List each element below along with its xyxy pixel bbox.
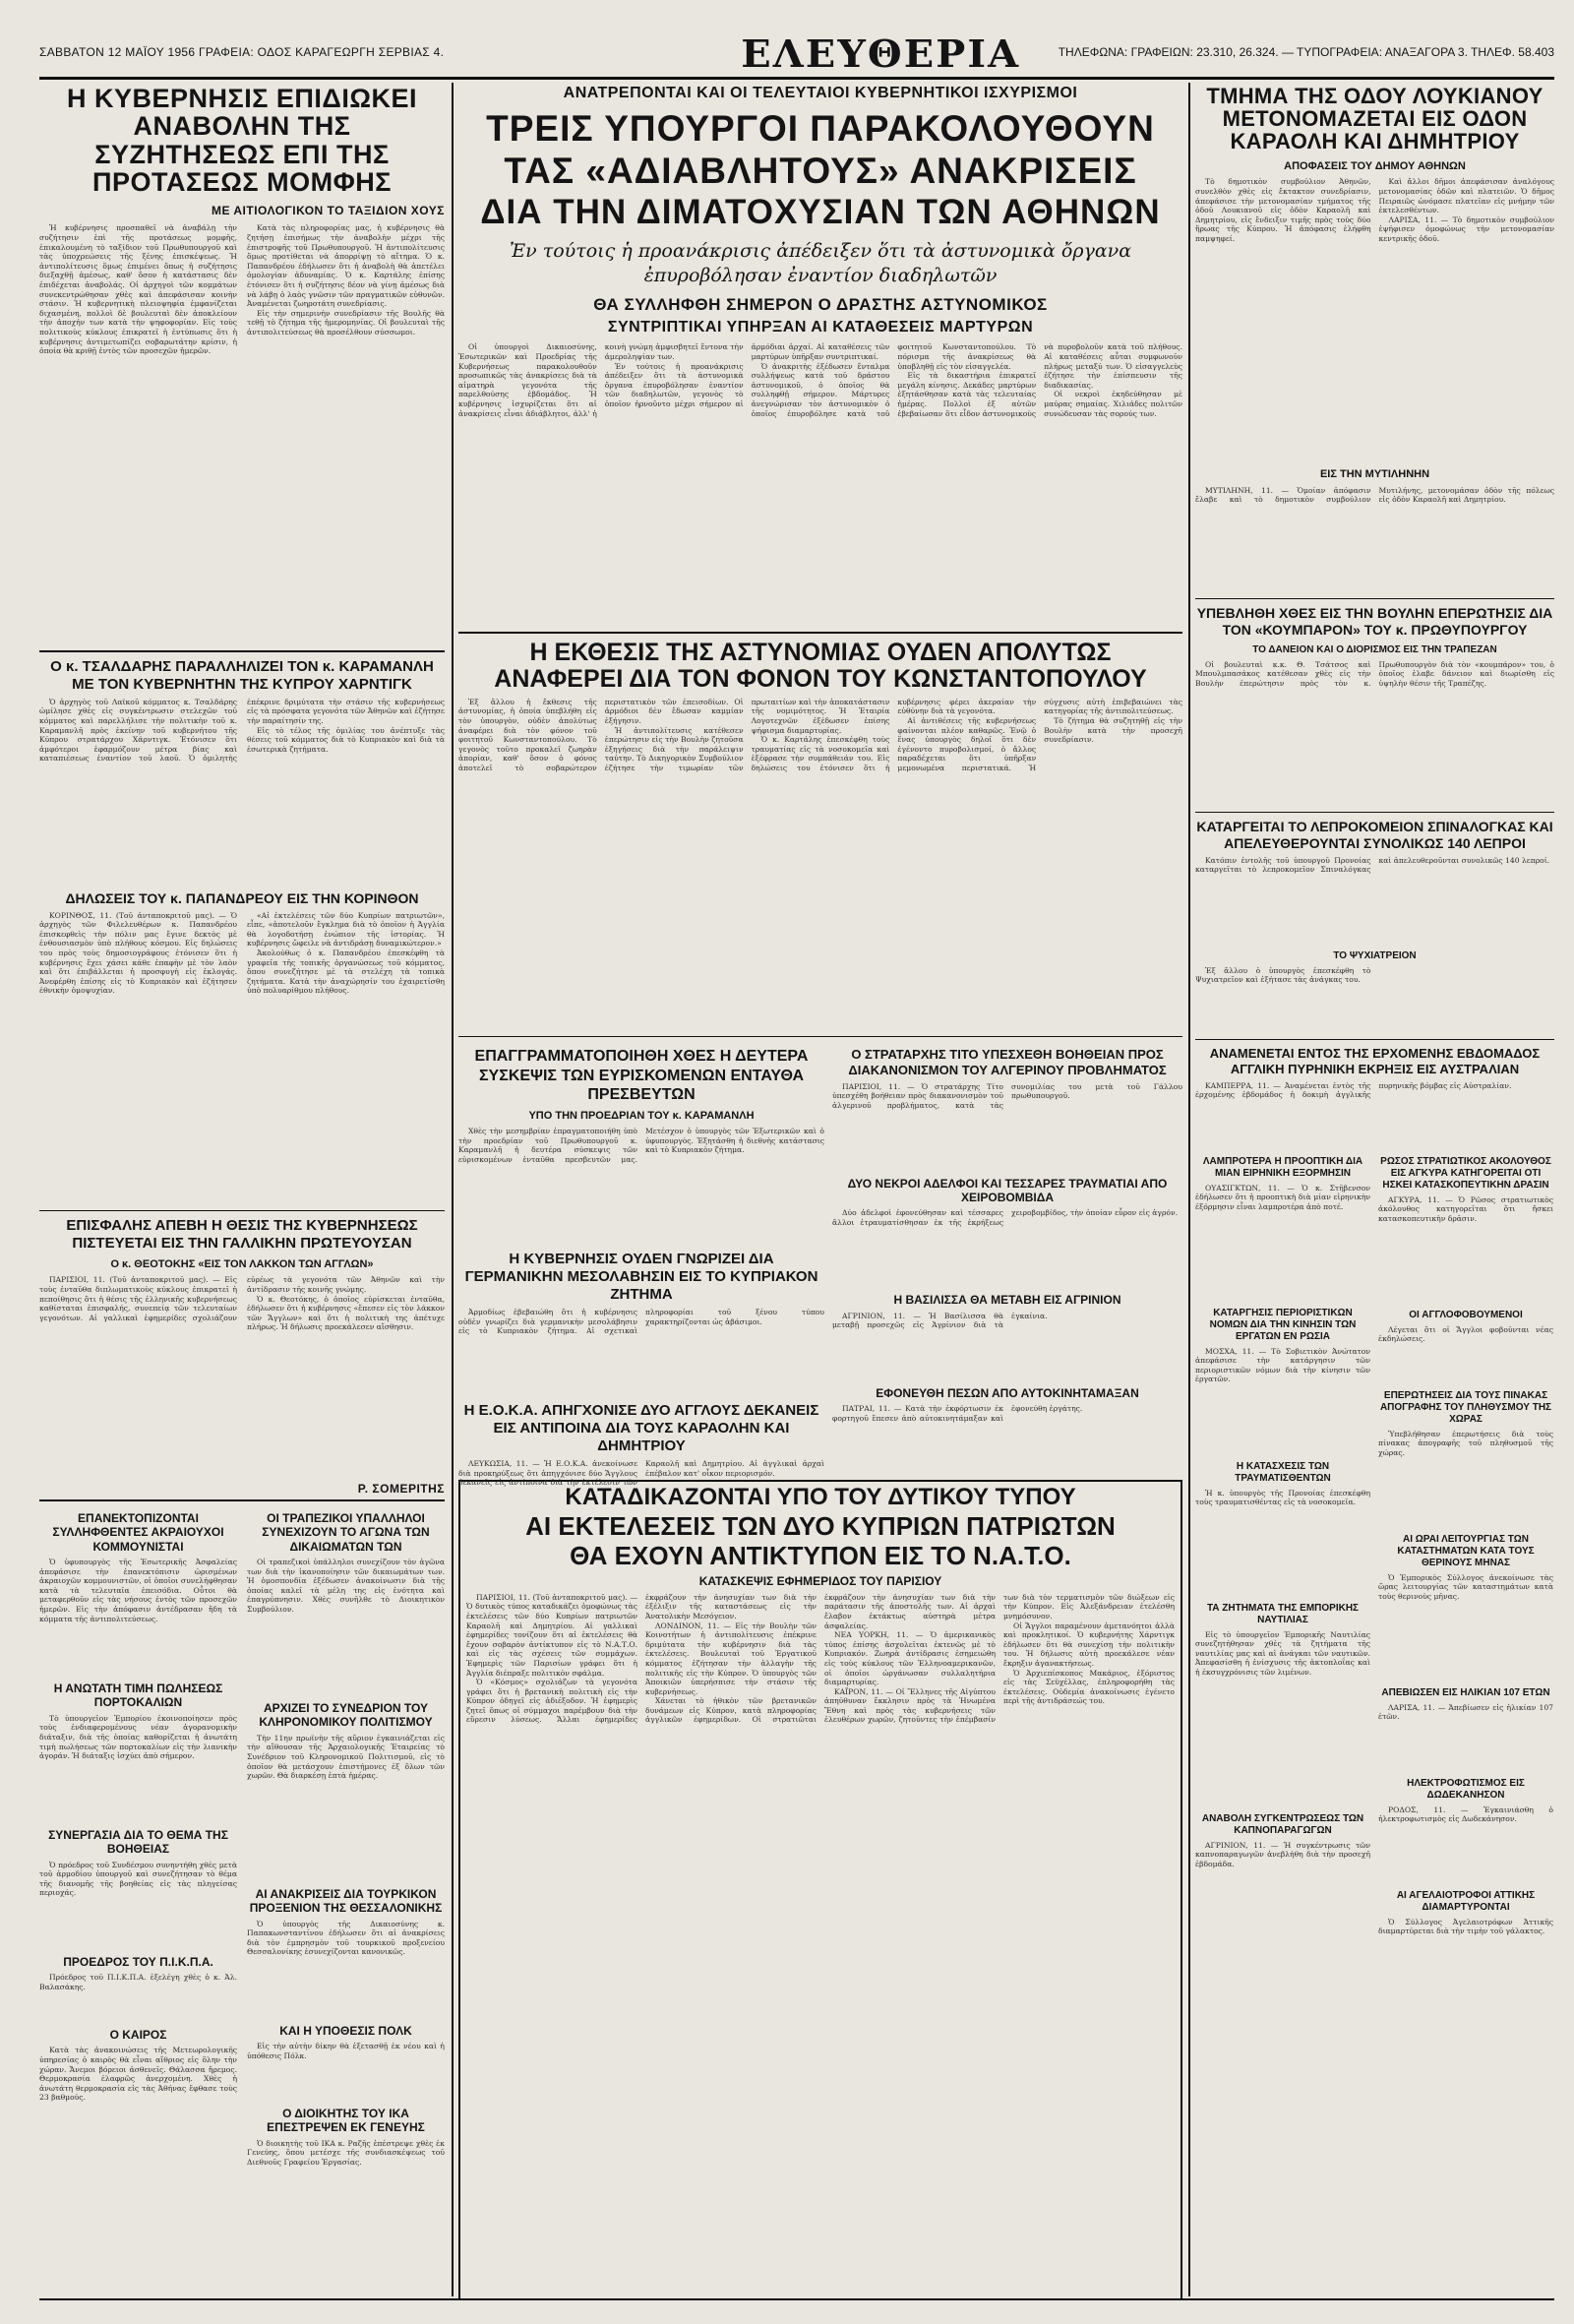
- right-bottom-col-a: [1195, 1150, 1370, 2242]
- headline-right-small14: ΑΙ ΑΓΕΛΑΙΟΤΡΟΦΟΙ ΑΤΤΙΚΗΣ ΔΙΑΜΑΡΤΥΡΟΝΤΑΙ: [1396, 1889, 1536, 1913]
- right-bottom-col-b: [1378, 1150, 1553, 2242]
- headline-left-4: ΕΠΙΣΦΑΛΗΣ ΑΠΕΒΗ Η ΘΕΣΙΣ ΤΗΣ ΚΥΒΕΡΝΗΣΕΩΣ ΠΙΣΤΕΥΕΤΑΙ ΕΙΣ ΤΗΝ ΓΑΛΛΙΚΗΝ ΠΡΩΤΕΥΟΥΣΑΝ: [66, 1217, 418, 1253]
- article-body: ΠΑΤΡΑΙ, 11. — Κατὰ τὴν ἐκφόρτωσιν ἐκ φορτηγοῦ ἔπεσεν ἀπὸ αὐτοκινητάμαξαν καὶ ἐφονεύθη ἐργάτης.: [832, 1404, 1083, 1423]
- headline-right-small5: ΡΩΣΟΣ ΣΤΡΑΤΙΩΤΙΚΟΣ ΑΚΟΛΟΥΘΟΣ ΕΙΣ ΑΓΚΥΡΑ ΚΑΤΗΓΟΡΕΙΤΑΙ ΟΤΙ ΗΣΚΕΙ ΚΑΤΑΣΚΟΠΕΥΤΙΚΗΝ ΔΡΑΣΙΝ: [1380, 1155, 1551, 1191]
- column-rule: [1188, 83, 1190, 2296]
- headline-center-sec5: Ο ΣΤΡΑΤΑΡΧΗΣ ΤΙΤΟ ΥΠΕΣΧΕΘΗ ΒΟΗΘΕΙΑΝ ΠΡΟΣ ΔΙΑΚΑΝΟΝΙΣΜΟΝ ΤΟΥ ΑΛΓΕΡΙΝΟΥ ΠΡΟΒΛΗΜΑΤΟΣ: [848, 1047, 1167, 1077]
- headline-center-sec7: Η ΒΑΣΙΛΙΣΣΑ ΘΑ ΜΕΤΑΒΗ ΕΙΣ ΑΓΡΙΝΙΟΝ: [893, 1293, 1121, 1308]
- article-body: Τὸ δημοτικὸν συμβούλιον Ἀθηνῶν, συνελθὸν χθὲς εἰς ἔκτακτον συνεδρίασιν, ἀπεφάσισε τὴν μετονομασίαν τμήματος τῆς ὁδοῦ Λουκιανοῦ εἰς ὁδὸν Καραολῆ καὶ Δημητρίου, εἰς ἔνδειξιν τιμῆς πρὸς τοὺς δύο ἥρωας τῆς Κύπρου. Ἡ ἀπόφασις ἐλήφθη παμψηφεί. Καὶ ἄλλοι δῆμοι ἀπεφάσισαν ἀναλόγους μετονομασίας ὁδῶν καὶ πλατειῶν. Ὁ δῆμος Πειραιῶς ὠνόμασε πλατεῖαν εἰς μνήμην τῶν ἐκτελεσθέντων. ΛΑΡΙΣΑ, 11. — Τὸ δημοτικὸν συμβούλιον ἐψήφισεν ὁμοφώνως τὴν μετονομασίαν κεντρικῆς ὁδοῦ.: [1195, 177, 1554, 244]
- bottom-kicker: ΚΑΤΑΔΙΚΑΖΟΝΤΑΙ ΥΠΟ ΤΟΥ ΔΥΤΙΚΟΥ ΤΥΠΟΥ: [565, 1484, 1076, 1511]
- article-body: Ὁ ὑπουργὸς τῆς Δικαιοσύνης κ. Παπακωνσταντίνου ἐδήλωσεν ὅτι αἱ ἀνακρίσεις διὰ τὸν ἐμπρησμὸν τοῦ τουρκικοῦ προξενείου Θεσσαλονίκης ἐσυνεχίζονται κανονικῶς.: [247, 1919, 445, 1957]
- article-body: Ὁ ὑφυπουργὸς τῆς Ἐσωτερικῆς Ἀσφαλείας ἀπεφάσισε τὴν ἐπανεκτόπισιν ὡρισμένων ἀκραιοχῶν κομμουνιστῶν, οἱ ὁποῖοι συνελήφθησαν κατὰ τὰ τελευταῖα ἐπεισόδια. Οὗτοι θὰ μεταφερθοῦν εἰς τὰς νήσους ἐντὸς τῶν προσεχῶν ἡμερῶν. Εἰς τὴν ἀπόφασιν ἀντέδρασαν ἤδη τὰ κόμματα τῆς ἀντιπολιτεύσεως.: [39, 1558, 237, 1623]
- headline-center-small12: ΚΑΙ Η ΥΠΟΘΕΣΙΣ ΠΟΛΚ: [279, 2023, 412, 2038]
- article-body: Ἐξ ἄλλου ὁ ὑπουργὸς ἐπεσκέφθη τὸ Ψυχιατρεῖον καὶ ἐξήτασε τὰς ἀνάγκας του.: [1195, 965, 1371, 985]
- headline-center-sec2-sub: ΥΠΟ ΤΗΝ ΠΡΟΕΔΡΙΑΝ ΤΟΥ κ. ΚΑΡΑΜΑΝΛΗ: [528, 1109, 755, 1122]
- lead-headline-3: ΔΙΑ ΤΗΝ ΔΙΜΑΤΟΧΥΣΙΑΝ ΤΩΝ ΑΘΗΝΩΝ: [480, 193, 1161, 231]
- lead-headline-2: ΤΑΣ «ΑΔΙΑΒΛΗΤΟΥΣ» ΑΝΑΚΡΙΣΕΙΣ: [504, 151, 1137, 191]
- headline-right-small12: ΑΠΕΒΙΩΣΕΝ ΕΙΣ ΗΛΙΚΙΑΝ 107 ΕΤΩΝ: [1381, 1686, 1550, 1698]
- left-bottom-section: [39, 1505, 445, 2273]
- lead-subheadline: Ἐν τούτοις ἡ προανάκρισις ἀπέδειξεν ὅτι τὰ ἀστυνομικὰ ὄργανα ἐπυροβόλησαν ἐναντίον διαδηλωτῶν: [509, 240, 1132, 286]
- bottom-rule: [39, 2298, 1554, 2300]
- article-body: Δύο ἀδελφοὶ ἐφονεύθησαν καὶ τέσσαρες ἄλλοι ἐτραυματίσθησαν ἐκ τῆς ἐκρήξεως χειροβομβίδος, τὴν ὁποίαν εὗρον εἰς ἀγρόν.: [832, 1208, 1179, 1227]
- headline-right-3: ΚΑΤΑΡΓΕΙΤΑΙ ΤΟ ΛΕΠΡΟΚΟΜΕΙΟΝ ΣΠΙΝΑΛΟΓΚΑΣ ΚΑΙ ΑΠΕΛΕΥΘΕΡΟΥΝΤΑΙ ΣΥΝΟΛΙΚΩΣ 140 ΛΕΠΡΟΙ: [1196, 819, 1553, 852]
- headline-right-small6: ΚΑΤΑΡΓΗΣΙΣ ΠΕΡΙΟΡΙΣΤΙΚΩΝ ΝΟΜΩΝ ΔΙΑ ΤΗΝ ΚΙΝΗΣΙΝ ΤΩΝ ΕΡΓΑΤΩΝ ΕΝ ΡΩΣΙΑ: [1209, 1307, 1357, 1342]
- headline-left-2: Ο κ. ΤΣΑΛΔΑΡΗΣ ΠΑΡΑΛΛΗΛΙΖΕΙ ΤΟΝ κ. ΚΑΡΑΜΑΝΛΗ ΜΕ ΤΟΝ ΚΥΒΕΡΝΗΤΗΝ ΤΗΣ ΚΥΠΡΟΥ ΧΑΡΝΤΙΓΚ: [50, 657, 434, 693]
- article-body: ΜΟΣΧΑ, 11. — Τὸ Σοβιετικὸν Ἀνώτατον ἀπεφάσισε τὴν κατάργησιν τῶν περιοριστικῶν νόμων διὰ τὴν κίνησιν τῶν ἐργατῶν.: [1195, 1346, 1370, 1384]
- headline-right-small13: ΗΛΕΚΤΡΟΦΩΤΙΣΜΟΣ ΕΙΣ ΔΩΔΕΚΑΝΗΣΟΝ: [1407, 1777, 1525, 1801]
- article-body: ΜΥΤΙΛΗΝΗ, 11. — Ὁμοίαν ἀπόφασιν ἔλαβε καὶ τὸ δημοτικὸν συμβούλιον Μυτιλήνης, μετονομάσαν ὁδὸν τῆς πόλεως εἰς ὁδὸν Καραολῆ καὶ Δημητρίου.: [1195, 485, 1554, 505]
- article-body: ΚΟΡΙΝΘΟΣ, 11. (Τοῦ ἀνταποκριτοῦ μας). — Ὁ ἀρχηγὸς τῶν Φιλελευθέρων κ. Παπανδρέου ἐπισκεφθεὶς τὴν πόλιν μας ἔγινε δεκτὸς μὲ ἐνθουσιασμὸν ὑπὸ πλήθους κόσμου. Εἰς δηλώσεις του πρὸς τοὺς δημοσιογράφους ἐτόνισεν ὅτι ἡ κυβέρνησις ἔχει χάσει κάθε ἐπαφὴν μὲ τὸν λαὸν καὶ ὅτι ἐπιβάλλεται ἡ προσφυγὴ εἰς ἐκλογάς. Ἀνεφέρθη ἐπίσης εἰς τὸ Κυπριακὸν καὶ ἐζήτησεν ἐθνικὴν ὁμοψυχίαν. «Αἱ ἐκτελέσεις τῶν δύο Κυπρίων πατριωτῶν», εἶπε, «ἀποτελοῦν ἔγκλημα διὰ τὸ ὁποῖον ἡ Ἀγγλία θὰ λογοδοτήσῃ ἐνώπιον τῆς ἱστορίας. Ἡ κυβέρνησις ὤφειλε νὰ ἀντιδράσῃ δυναμικώτερον.» Ἀκολούθως ὁ κ. Παπανδρέου ἐπεσκέφθη τὰ γραφεῖα τῆς τοπικῆς ὀργανώσεως τοῦ κόμματος, ὅπου συνεζήτησε μὲ τὰ στελέχη τὰ τοπικὰ ζητήματα. Κατὰ τὴν ἀναχώρησίν του ἐχαιρετίσθη ὑπὸ πολυαρίθμου πλήθους.: [39, 910, 445, 996]
- center-sec2-right: [832, 1041, 1182, 1474]
- headline-left-5: ΕΠΑΝΕΚΤΟΠΙΖΟΝΤΑΙ ΣΥΛΛΗΦΘΕΝΤΕΣ ΑΚΡΑΙΟΥΧΟΙ ΚΟΜΜΟΥΝΙΣΤΑΙ: [52, 1510, 224, 1554]
- headline-left-1: Η ΚΥΒΕΡΝΗΣΙΣ ΕΠΙΔΙΩΚΕΙ ΑΝΑΒΟΛΗΝ ΤΗΣ ΣΥΖΗΤΗΣΕΩΣ ΕΠΙ ΤΗΣ ΠΡΟΤΑΣΕΩΣ ΜΟΜΦΗΣ: [66, 85, 417, 198]
- article-body: Οἱ βουλευταὶ κ.κ. Θ. Τσάτσος καὶ Μπουλμπασάκος κατέθεσαν χθὲς εἰς τὴν Βουλὴν ἐπερώτησιν πρὸς τὸν κ. Πρωθυπουργὸν διὰ τὸν «κουμπάρον» του, ὁ ὁποῖος ἐλαβε δάνειον καὶ διωρίσθη εἰς ὑψηλὴν θέσιν τῆς Τραπέζης.: [1195, 659, 1554, 688]
- center-section-2: [458, 1041, 1182, 1488]
- headline-center-small11: ΑΙ ΑΝΑΚΡΙΣΕΙΣ ΔΙΑ ΤΟΥΡΚΙΚΟΝ ΠΡΟΞΕΝΙΟΝ ΤΗΣ ΘΕΣΣΑΛΟΝΙΚΗΣ: [249, 1886, 443, 1916]
- article-body: ΚΑΜΠΕΡΡΑ, 11. — Ἀναμένεται ἐντὸς τῆς ἐρχομένης ἑβδομάδος ἡ δοκιμὴ ἀγγλικῆς πυρηνικῆς βόμβας εἰς Αὐστραλίαν.: [1195, 1080, 1512, 1100]
- article-body: Ἡ κυβέρνησις προσπαθεῖ νὰ ἀναβάλῃ τὴν συζήτησιν ἐπὶ τῆς προτάσεως μομφῆς, ἐπικαλουμένη τὸ ταξίδιον τοῦ Πρωθυπουργοῦ καὶ τὰς ὑποχρεώσεις τῆς ξένης ἐπισκέψεως. Ἡ ἀντιπολίτευσις ὅμως ἐπιμένει ὅπως ἡ συζήτησις διεξαχθῇ ἀμέσως, καθ' ὅσον ἡ κατάστασις δὲν ἐπιδέχεται ἀναβολάς. Οἱ ἀρχηγοὶ τῶν κομμάτων συνεκεντρώθησαν χθὲς καὶ ἀπεφάσισαν κοινὴν στάσιν. Ἡ κυβερνητικὴ πλειοψηφία ἐμφανίζεται διχασμένη, πολλοὶ δὲ βουλευταὶ δὲν ἀποκλείουν τὴν ἀποχήν των κατὰ τὴν ψηφοφορίαν. Εἰς τοὺς πολιτικοὺς κύκλους ἐπικρατεῖ ἡ ἐντύπωσις ὅτι ἡ κυβέρνησις ἀντιμετωπίζει σοβαρωτάτην κρίσιν, ἡ ὁποία θὰ κριθῇ ἐντὸς τῶν προσεχῶν ἡμερῶν. Κατὰ τὰς πληροφορίας μας, ἡ κυβέρνησις θὰ ζητήσῃ ἐπισήμως τὴν ἀναβολὴν μέχρι τῆς ἐπιστροφῆς τοῦ Πρωθυπουργοῦ. Ἡ ἀντιπολίτευσις ὅμως προτίθεται νὰ ἀπορρίψῃ τὸ αἴτημα. Ὁ κ. Παπανδρέου ἐδήλωσεν ὅτι ἡ ἀναβολὴ θὰ ἀπετέλει ὁμολογίαν ἀδυναμίας. Ὁ κ. Καρτάλης ἐπίσης ἐτόνισεν ὅτι ἡ συζήτησις δέον νὰ γίνῃ ἀμέσως διὰ νὰ λάβῃ ὁ λαὸς γνῶσιν τῶν πραγματικῶν εὐθυνῶν. Ἀναμένεται ζωηροτάτη συνεδρίασις. Εἰς τὴν σημερινὴν συνεδρίασιν τῆς Βουλῆς θὰ τεθῇ τὸ ζήτημα τῆς ἡμερομηνίας. Οἱ βουλευταὶ τῆς ἀντιπολιτεύσεως θὰ προσέλθουν σύσσωμοι.: [39, 223, 445, 356]
- article-body: Εἰς τὴν αὐτὴν δίκην θὰ ἐξετασθῇ ἐκ νέου καὶ ἡ ὑπόθεσις Πόλκ.: [247, 2041, 445, 2060]
- article-body: ΠΑΡΙΣΙΟΙ, 11. (Τοῦ ἀνταποκριτοῦ μας). — Εἰς τοὺς ἐνταῦθα διπλωματικοὺς κύκλους ἐπικρατεῖ ἡ πεποίθησις ὅτι ἡ θέσις τῆς ἑλληνικῆς κυβερνήσεως καθίσταται ἐπισφαλής, συνεπείᾳ τῶν τελευταίων γεγονότων. Αἱ γαλλικαὶ ἐφημερίδες σχολιάζουν εὐρέως τὰ γεγονότα τῶν Ἀθηνῶν καὶ τὴν ἀντίδρασιν τῆς κοινῆς γνώμης. Ὁ κ. Θεοτόκης, ὁ ὁποῖος εὑρίσκεται ἐνταῦθα, ἐδήλωσεν ὅτι ἡ κυβέρνησις «ἔπεσεν εἰς τὸν λάκκον τῶν Ἄγγλων» καὶ ὅτι ἡ πολιτικὴ της ἀπέτυχε πλήρως. Ἡ δήλωσις προεκάλεσεν αἴσθησιν.: [39, 1275, 445, 1332]
- left-bottom-col-a: [39, 1505, 237, 2273]
- bottom-subheadline: ΚΑΤΑΣΚΕΨΙΣ ΕΦΗΜΕΡΙΔΟΣ ΤΟΥ ΠΑΡΙΣΙΟΥ: [698, 1574, 942, 1589]
- headline-right-2: ΥΠΕΒΛΗΘΗ ΧΘΕΣ ΕΙΣ ΤΗΝ ΒΟΥΛΗΝ ΕΠΕΡΩΤΗΣΙΣ ΔΙΑ ΤΟΝ «ΚΟΥΜΠΑΡΟΝ» ΤΟΥ κ. ΠΡΩΘΥΠΟΥΡΓΟΥ: [1196, 605, 1553, 638]
- article-body: Ἡ κ. ὑπουργὸς τῆς Προνοίας ἐπεσκέφθη τοὺς τραυματισθέντας εἰς τὰ νοσοκομεῖα.: [1195, 1488, 1370, 1507]
- headline-left-9: ΠΡΟΕΔΡΟΣ ΤΟΥ Π.Ι.Κ.Π.Α.: [63, 1954, 213, 1969]
- article-body: Εἰς τὸ ὑπουργεῖον Ἐμπορικῆς Ναυτιλίας συνεζητήθησαν χθὲς τὰ ζητήματα τῆς ναυτιλίας μας καὶ αἱ ἀνάγκαι τῶν ναυτικῶν. Ἀπεφασίσθη ἡ ἐνίσχυσις τῆς ἀκτοπλοΐας καὶ ἡ ἐκσυγχρόνισις τῶν λιμένων.: [1195, 1629, 1370, 1677]
- headline-right-small7: ΟΙ ΑΓΓΛΟΦΟΒΟΥΜΕΝΟΙ: [1409, 1309, 1523, 1320]
- article-body: Οἱ τραπεζικοὶ ὑπάλληλοι συνεχίζουν τὸν ἀγῶνα των διὰ τὴν ἱκανοποίησιν τῶν δικαιωμάτων των. Ἡ ὁμοσπονδία ἐξέδωσεν ἀνακοίνωσιν διὰ τῆς ὁποίας καλεῖ τὰ μέλη της εἰς ἑνότητα καὶ ἐπαγρύπνησιν. Χθὲς συνῆλθε τὸ Διοικητικὸν Συμβούλιον.: [247, 1558, 445, 1614]
- lead-deck-1: ΘΑ ΣΥΛΛΗΦΘΗ ΣΗΜΕΡΟΝ Ο ΔΡΑΣΤΗΣ ΑΣΤΥΝΟΜΙΚΟΣ: [593, 295, 1048, 315]
- headline-left-7: Η ΑΝΩΤΑΤΗ ΤΙΜΗ ΠΩΛΗΣΕΩΣ ΠΟΡΤΟΚΑΛΙΩΝ: [53, 1682, 223, 1710]
- top-rule: [39, 77, 1554, 80]
- masthead-date: ΣΑΒΒΑΤΟΝ 12 ΜΑΪΟΥ 1956 ΓΡΑΦΕΙΑ: ΟΔΟΣ ΚΑΡΑΓΕΩΡΓΗ ΣΕΡΒΙΑΣ 4.: [39, 45, 445, 59]
- article-body: Πρόεδρος τοῦ Π.Ι.Κ.Π.Α. ἐξελέγη χθὲς ὁ κ. Ἀλ. Βαλασάκης.: [39, 1972, 237, 1991]
- lead-article-body: Οἱ ὑπουργοὶ Δικαιοσύνης, Ἐσωτερικῶν καὶ Προεδρίας τῆς Κυβερνήσεως παρακολουθοῦν προσωπικῶς τὰς ἀνακρίσεις διὰ τὰ αἱματηρὰ γεγονότα τῆς παρελθούσης ἑβδομάδος. Ἡ κυβέρνησις ἰσχυρίζεται ὅτι αἱ ἀνακρίσεις εἶναι ἀδιάβλητοι, ἀλλ' ἡ κοινὴ γνώμη ἀμφισβητεῖ ἔντονα τὴν ἀμεροληψίαν των. Ἐν τούτοις ἡ προανάκρισις ἀπέδειξεν ὅτι τὰ ἀστυνομικὰ ὄργανα ἐπυροβόλησαν ἐναντίον τῶν διαδηλωτῶν, γεγονὸς τὸ ὁποῖον ἠρνοῦντο μέχρι σήμερον αἱ ἀρμόδιαι ἀρχαί. Αἱ καταθέσεις τῶν μαρτύρων ὑπῆρξαν συντριπτικαί. Ὁ ἀνακριτὴς ἐξέδωσεν ἔνταλμα συλλήψεως κατὰ τοῦ δράστου ἀστυνομικοῦ, ὁ ὁποῖος θὰ συλληφθῇ σήμερον. Μάρτυρες ἀνεγνώρισαν τὸν ἀστυνομικὸν ὁ ὁποῖος ἐπυροβόλησε κατὰ τοῦ φοιτητοῦ Κωνσταντοπούλου. Τὸ πόρισμα τῆς ἀνακρίσεως θὰ ὑποβληθῇ εἰς τὸν εἰσαγγελέα. Εἰς τὰ δικαστήρια ἐπικρατεῖ μεγάλη κίνησις. Δεκάδες μαρτύρων ἐξητάσθησαν κατὰ τὰς τελευταίας ἡμέρας. Πολλοὶ ἐξ αὐτῶν ἐβεβαίωσαν ὅτι εἶδον ἀστυνομικοὺς νὰ πυροβολοῦν κατὰ τοῦ πλήθους. Αἱ καταθέσεις αὗται συμφωνοῦν πλήρως μεταξύ των. Ὁ εἰσαγγελεὺς ἐζήτησε τὴν ἐπίσπευσιν τῆς διαδικασίας. Οἱ νεκροὶ ἐκηδεύθησαν μὲ μαύρας σημαίας. Χιλιάδες πολιτῶν συνώδευσαν τὰς σορούς των.: [458, 342, 1182, 418]
- headline-center-sec6: ΔΥΟ ΝΕΚΡΟΙ ΑΔΕΛΦΟΙ ΚΑΙ ΤΕΣΣΑΡΕΣ ΤΡΑΥΜΑΤΙΑΙ ΑΠΟ ΧΕΙΡΟΒΟΜΒΙΔΑ: [847, 1176, 1168, 1204]
- headline-right-small8: ΕΠΕΡΩΤΗΣΕΙΣ ΔΙΑ ΤΟΥΣ ΠΙΝΑΚΑΣ ΑΠΟΓΡΑΦΗΣ ΤΟΥ ΠΛΗΘΥΣΜΟΥ ΤΗΣ ΧΩΡΑΣ: [1379, 1389, 1552, 1425]
- headline-right-small11: ΤΑ ΖΗΤΗΜΑΤΑ ΤΗΣ ΕΜΠΟΡΙΚΗΣ ΝΑΥΤΙΛΙΑΣ: [1206, 1602, 1360, 1625]
- headline-right-small2: ΕΙΣ ΤΗΝ ΜΥΤΙΛΗΝΗΝ: [1319, 468, 1430, 481]
- headline-center-sec2: ΕΠΑΓΓΡΑΜΜΑΤΟΠΟΙΗΘΗ ΧΘΕΣ Η ΔΕΥΤΕΡΑ ΣΥΣΚΕΨΙΣ ΤΩΝ ΕΥΡΙΣΚΟΜΕΝΩΝ ΕΝΤΑΥΘΑ ΠΡΕΣΒΕΥΤΩΝ: [474, 1048, 809, 1103]
- newspaper-title: ΕΛΕΥΘΕΡΙΑ: [741, 31, 1021, 76]
- article-body: Ὁ Σύλλογος Ἀγελαιοτρόφων Ἀττικῆς διαμαρτύρεται διὰ τὴν τιμὴν τοῦ γάλακτος.: [1378, 1917, 1553, 1936]
- article-body: ΛΕΥΚΩΣΙΑ, 11. — Ἡ Ε.Ο.Κ.Α. ἀνεκοίνωσε διὰ προκηρύξεως ὅτι ἀπηγχόνισε δύο Ἄγγλους δεκανεῖς εἰς ἀντίποινα διὰ τὴν ἐκτέλεσιν τῶν Καραολῆ καὶ Δημητρίου. Αἱ ἀγγλικαὶ ἀρχαὶ ἐπέβαλον κατ' οἶκον περιορισμόν.: [458, 1459, 824, 1488]
- article-body: ΡΟΔΟΣ, 11. — Ἐγκαινιάσθη ὁ ἠλεκτροφωτισμὸς εἰς Δωδεκάνησον.: [1378, 1804, 1553, 1824]
- article-body: Ὁ διοικητὴς τοῦ ΙΚΑ κ. Ραζῆς ἐπέστρεψε χθὲς ἐκ Γενεύης, ὅπου μετέσχε τῆς συνδιασκέψεως τοῦ Διεθνοῦς Γραφείου Ἐργασίας.: [247, 2138, 445, 2167]
- headline-left-8: ΣΥΝΕΡΓΑΣΙΑ ΔΙΑ ΤΟ ΘΕΜΑ ΤΗΣ ΒΟΗΘΕΙΑΣ: [48, 1827, 228, 1857]
- headline-right-1-sub: ΑΠΟΦΑΣΕΙΣ ΤΟΥ ΔΗΜΟΥ ΑΘΗΝΩΝ: [1284, 160, 1466, 173]
- bottom-story-body: ΠΑΡΙΣΙΟΙ, 11. (Τοῦ ἀνταποκριτοῦ μας). — Ὁ δυτικὸς τύπος καταδικάζει ὁμοφώνως τὰς ἐκτελέσεις τῶν δύο Κυπρίων πατριωτῶν Καραολῆ καὶ Δημητρίου. Αἱ γαλλικαὶ ἐφημερίδες τονίζουν ὅτι αἱ ἐκτελέσεις θὰ ἔχουν σοβαρὸν ἀντίκτυπον εἰς τὸ Ν.Α.Τ.Ο. καὶ εἰς τὰς σχέσεις τῶν συμμάχων. Ἐφημερὶς τῶν Παρισίων γράφει ὅτι ἡ Ἀγγλία διέπραξε πολιτικὸν σφάλμα. Ὁ «Κόσμος» σχολιάζων τὰ γεγονότα γράφει ὅτι ἡ βρετανικὴ πολιτικὴ εἰς τὴν Κύπρον ὁδηγεῖ εἰς ἀδιέξοδον. Ἡ ἐφημερὶς ζητεῖ ὅπως οἱ σύμμαχοι παρέμβουν διὰ τὴν εὕρεσιν λύσεως. Ἄλλαι ἐφημερίδες ἐκφράζουν τὴν ἀνησυχίαν των διὰ τὴν ἐξέλιξιν τῆς καταστάσεως εἰς τὴν Ἀνατολικὴν Μεσόγειον. ΛΟΝΔΙΝΟΝ, 11. — Εἰς τὴν Βουλὴν τῶν Κοινοτήτων ἡ ἀντιπολίτευσις ἐπέκρινε δριμύτατα τὴν κυβέρνησιν διὰ τὰς ἐκτελέσεις. Βουλευταὶ τοῦ Ἐργατικοῦ κόμματος ἐζήτησαν τὴν ἀλλαγὴν τῆς πολιτικῆς εἰς τὴν Κύπρον. Ὁ ὑπουργὸς τῶν Ἀποικιῶν ὑπερήσπισε τὴν στάσιν τῆς κυβερνήσεως. Χάνεται τὸ ἠθικὸν τῶν βρετανικῶν δυνάμεων εἰς Κύπρον, κατὰ πληροφορίας ἀγγλικῶν ἐφημερίδων. Οἱ στρατιῶται ἐκφράζουν τὴν ἀνησυχίαν των διὰ τὴν παράτασιν τῆς ἀποστολῆς των. Αἱ ἀρχαὶ ἔλαβον ἐκτάκτως αὐστηρὰ μέτρα ἀσφαλείας. ΝΕΑ ΥΟΡΚΗ, 11. — Ὁ ἀμερικανικὸς τύπος ἐπίσης ἀσχολεῖται ἐκτενῶς μὲ τὸ Κυπριακόν. Ζωηρὰ ἀντίδρασις ἐσημειώθη εἰς τοὺς κύκλους τῶν Ἑλληνοαμερικανῶν, οἱ ὁποῖοι ὠργάνωσαν συλλαλητήρια διαμαρτυρίας. ΚΑΪΡΟΝ, 11. — Οἱ Ἕλληνες τῆς Αἰγύπτου ἀπηύθυναν ἔκκλησιν πρὸς τὰ Ἡνωμένα Ἔθνη καὶ πρὸς τὰς κυβερνήσεις τῶν ἐλευθέρων χωρῶν, ζητοῦντες τὴν ἐπέμβασίν των διὰ τὸν τερματισμὸν τῶν διώξεων εἰς τὴν Κύπρον. Εἰς Ἀλεξάνδρειαν ἐτελέσθη μνημόσυνον. Οἱ Ἄγγλοι παραμένουν ἀμετανόητοι ἀλλὰ καὶ προκλητικοί. Ὁ κυβερνήτης Χάρντιγκ ἐδήλωσεν ὅτι θὰ συνεχίσῃ τὴν πολιτικὴν του. Ἡ δήλωσις αὐτὴ προεκάλεσε νέαν ἔκρηξιν ἀγανακτήσεως. Ὁ Ἀρχιεπίσκοπος Μακάριος, ἐξόριστος εἰς τὰς Σεϋχέλλας, ἐπληροφορήθη τὰς ἐκτελέσεις. Οὐδεμία ἀνακοίνωσις ἐγένετο περὶ τῆς ἀντιδράσεώς του.: [466, 1592, 1175, 1725]
- headline-center-sec8: ΕΦΟΝΕΥΘΗ ΠΕΣΩΝ ΑΠΟ ΑΥΤΟΚΙΝΗΤΑΜΑΞΑΝ: [876, 1385, 1139, 1400]
- article-body: ΑΓΡΙΝΙΟΝ, 11. — Ἡ Βασίλισσα θὰ μεταβῇ προσεχῶς εἰς Ἀγρίνιον διὰ τὰ ἐγκαίνια.: [832, 1311, 1048, 1330]
- headline-right-small4: ΛΑΜΠΡΟΤΕΡΑ Η ΠΡΟΟΠΤΙΚΗ ΔΙΑ ΜΙΑΝ ΕΙΡΗΝΙΚΗ ΕΞΟΡΜΗΣΙΝ: [1202, 1155, 1363, 1179]
- article-body: Τὴν 11ην πρωϊνὴν τῆς αὔριον ἐγκαινιάζεται εἰς τὴν αἴθουσαν τῆς Ἀρχαιολογικῆς Ἑταιρείας τὸ Συνέδριον τοῦ Κληρονομικοῦ Πολιτισμοῦ, εἰς τὸ ὁποῖον θὰ μετάσχουν ἐπιστήμονες ἐξ ὅλων τῶν χωρῶν. Θὰ διαρκέσῃ ἑπτὰ ἡμέρας.: [247, 1733, 445, 1781]
- headline-left-6: ΟΙ ΤΡΑΠΕΖΙΚΟΙ ΥΠΑΛΛΗΛΟΙ ΣΥΝΕΧΙΖΟΥΝ ΤΟ ΑΓΩΝΑ ΤΩΝ ΔΙΚΑΙΩΜΑΤΩΝ ΤΩΝ: [262, 1510, 430, 1554]
- bottom-headline-2: ΘΑ ΕΧΟΥΝ ΑΝΤΙΚΤΥΠΟΝ ΕΙΣ ΤΟ Ν.Α.Τ.Ο.: [570, 1541, 1071, 1571]
- lead-kicker: ΑΝΑΤΡΕΠΟΝΤΑΙ ΚΑΙ ΟΙ ΤΕΛΕΥΤΑΙΟΙ ΚΥΒΕΡΝΗΤΙΚΟΙ ΙΣΧΥΡΙΣΜΟΙ: [563, 85, 1078, 101]
- article-body: ΑΓΚΥΡΑ, 11. — Ὁ Ρῶσος στρατιωτικὸς ἀκόλουθος κατηγορεῖται ὅτι ἤσκει κατασκοπευτικὴν δρᾶσιν.: [1378, 1194, 1553, 1223]
- lead-deck-2: ΣΥΝΤΡΙΠΤΙΚΑΙ ΥΠΗΡΞΑΝ ΑΙ ΚΑΤΑΘΕΣΕΙΣ ΜΑΡΤΥΡΩΝ: [607, 319, 1034, 336]
- article-body: ΟΥΑΣΙΓΚΤΩΝ, 11. — Ὁ κ. Στῆβενσον ἐδήλωσεν ὅτι ἡ προοπτικὴ διὰ μίαν εἰρηνικὴν ἐξόρμησιν εἶναι λαμπροτέρα ἀπὸ ποτέ.: [1195, 1183, 1370, 1211]
- headline-left-3: ΔΗΛΩΣΕΙΣ ΤΟΥ κ. ΠΑΠΑΝΔΡΕΟΥ ΕΙΣ ΤΗΝ ΚΟΡΙΝΘΟΝ: [65, 889, 419, 906]
- bottom-headline: ΑΙ ΕΚΤΕΛΕΣΕΙΣ ΤΩΝ ΔΥΟ ΚΥΠΡΙΩΝ ΠΑΤΡΙΩΤΩΝ: [525, 1511, 1116, 1542]
- center-column: [458, 85, 1182, 2298]
- column-rule: [452, 83, 454, 2296]
- article-body: Ὁ ἀρχηγὸς τοῦ Λαϊκοῦ κόμματος κ. Τσαλδάρης ὡμίλησε χθὲς εἰς συγκέντρωσιν στελεχῶν τοῦ κόμματος καὶ παρελλήλισε τὴν πολιτικὴν τοῦ κ. Καραμανλῆ πρὸς ἐκείνην τοῦ κυβερνήτου τῆς Κύπρου στρατάρχου Χάρντιγκ. Ἐτόνισεν ὅτι ἀμφότεροι ἐφαρμόζουν μέτρα βίας καὶ καταπιέσεως ἐναντίον τοῦ λαοῦ. Ὁ ὁμιλητὴς ἐπέκρινε δριμύτατα τὴν στάσιν τῆς κυβερνήσεως εἰς τὰ πρόσφατα γεγονότα τῶν Ἀθηνῶν καὶ ἐζήτησε τὴν παραίτησίν της. Εἰς τὸ τέλος τῆς ὁμιλίας του ἀνέπτυξε τὰς θέσεις τοῦ κόμματος διὰ τὸ Κυπριακὸν καὶ διὰ τὰ ἐσωτερικὰ ζητήματα.: [39, 697, 445, 764]
- lead-headline-1: ΤΡΕΙΣ ΥΠΟΥΡΓΟΙ ΠΑΡΑΚΟΛΟΥΘΟΥΝ: [486, 108, 1155, 149]
- right-bottom-section: [1195, 1150, 1554, 2242]
- article-byline: Ρ. ΣΟΜΕΡΙΤΗΣ: [357, 1482, 445, 1497]
- headline-center-sec3: Η ΚΥΒΕΡΝΗΣΙΣ ΟΥΔΕΝ ΓΝΩΡΙΖΕΙ ΔΙΑ ΓΕΡΜΑΝΙΚΗΝ ΜΕΣΟΛΑΒΗΣΙΝ ΕΙΣ ΤΟ ΚΥΠΡΙΑΚΟΝ ΖΗΤΗΜΑ: [464, 1251, 818, 1304]
- masthead-phones: ΤΗΛΕΦΩΝΑ: ΓΡΑΦΕΙΩΝ: 23.310, 26.324. — ΤΥΠΟΓΡΑΦΕΙΑ: ΑΝΑΞΑΓΟΡΑ 3. ΤΗΛΕΦ. 58.403: [1058, 45, 1554, 59]
- masthead: [39, 28, 1554, 75]
- center-mid-body: Ἐξ ἄλλου ἡ ἔκθεσις τῆς ἀστυνομίας, ἡ ὁποία ὑπεβλήθη εἰς τὸν ὑπουργὸν, οὐδὲν ἀπολύτως ἀναφέρει διὰ τὸν φόνον τοῦ φοιτητοῦ Κωνσταντοπούλου. Τὸ γεγονὸς τοῦτο προκαλεῖ ζωηρὰν ἀπορίαν, καθ' ὅσον ὁ φόνος ἀποτελεῖ τὸ σοβαρώτερον περιστατικὸν τῶν ἐπεισοδίων. Οἱ ἀρμόδιοι δὲν ἔδωσαν καμμίαν ἐξήγησιν. Ἡ ἀντιπολίτευσις κατέθεσεν ἐπερώτησιν εἰς τὴν Βουλὴν ζητοῦσα ἐξηγήσεις διὰ τὴν παράλειψιν ταύτην. Τὸ Δικηγορικὸν Συμβούλιον ἐζήτησε τὴν τιμωρίαν τῶν πρωταιτίων καὶ τὴν ἀποκατάστασιν τῆς νομιμότητος. Ἡ Ἑταιρία Λογοτεχνῶν ἐξέδωσεν ἐπίσης ψήφισμα διαμαρτυρίας. Ὁ κ. Καρτάλης ἐπεσκέφθη τοὺς τραυματίας εἰς τὰ νοσοκομεῖα καὶ ἐξέφρασε τὴν συμπάθειάν του. Εἰς δηλώσεις του ἐτόνισεν ὅτι ἡ κυβέρνησις φέρει ἀκεραίαν τὴν εὐθύνην διὰ τὰ γεγονότα. Αἱ ἀντιθέσεις τῆς κυβερνήσεως φαίνονται πλέον καθαρῶς. Ἐνῷ ὁ ἕνας ὑπουργὸς δηλοῖ ὅτι δὲν ἐγένοντο πυροβολισμοί, ὁ ἄλλος παραδέχεται ὅτι ὑπῆρξαν μεμονωμένα περιστατικά. Ἡ σύγχυσις αὐτὴ ἐπιβεβαιώνει τὰς κατηγορίας τῆς ἀντιπολιτεύσεως. Τὸ ζήτημα θὰ συζητηθῇ εἰς τὴν Βουλὴν κατὰ τὴν προσεχῆ συνεδρίασιν.: [458, 697, 1182, 773]
- headline-center-sec4: Η Ε.Ο.Κ.Α. ΑΠΗΓΧΟΝΙΣΕ ΔΥΟ ΑΓΓΛΟΥΣ ΔΕΚΑΝΕΙΣ ΕΙΣ ΑΝΤΙΠΟΙΝΑ ΔΙΑ ΤΟΥΣ ΚΑΡΑΟΛΗΝ ΚΑΙ ΔΗΜΗΤΡΙΟΥ: [463, 1402, 819, 1455]
- headline-right-small15: ΑΝΑΒΟΛΗ ΣΥΓΚΕΝΤΡΩΣΕΩΣ ΤΩΝ ΚΑΠΝΟΠΑΡΑΓΩΓΩΝ: [1201, 1812, 1364, 1836]
- article-body: Κατὰ τὰς ἀνακοινώσεις τῆς Μετεωρολογικῆς ὑπηρεσίας ὁ καιρὸς θὰ εἶναι αἴθριος εἰς ὅλην τὴν χώραν. Ἄνεμοι βόρειοι ἀσθενεῖς. Θάλασσα ἤρεμος. Θερμοκρασία ἐλαφρῶς ἀνερχομένη. Χθὲς ἡ ἀνωτάτη θερμοκρασία εἰς τὰς Ἀθήνας ἔφθασε τοὺς 23 βαθμούς.: [39, 2046, 237, 2103]
- headline-right-1: ΤΜΗΜΑ ΤΗΣ ΟΔΟΥ ΛΟΥΚΙΑΝΟΥ ΜΕΤΟΝΟΜΑΖΕΤΑΙ ΕΙΣ ΟΔΟΝ ΚΑΡΑΟΛΗ ΚΑΙ ΔΗΜΗΤΡΙΟΥ: [1206, 85, 1544, 154]
- center-sec2-left: [458, 1041, 824, 1488]
- article-body: Ὁ πρόεδρος τοῦ Συνδέσμου συνηντήθη χθὲς μετὰ τοῦ ἀρμοδίου ὑπουργοῦ καὶ συνεζήτησαν τὸ θέμα τῆς διανομῆς τῆς βοηθείας εἰς τὰς πληγείσας περιοχάς.: [39, 1860, 237, 1898]
- article-body: Ἀρμοδίως ἐβεβαιώθη ὅτι ἡ κυβέρνησις οὐδὲν γνωρίζει διὰ γερμανικὴν μεσολάβησιν εἰς τὸ Κυπριακὸν ζήτημα. Αἱ σχετικαὶ πληροφορίαι τοῦ ξένου τύπου χαρακτηρίζονται ὡς ἀβάσιμοι.: [458, 1308, 824, 1336]
- headline-right-small3: ΤΟ ΨΥΧΙΑΤΡΕΙΟΝ: [1333, 949, 1417, 961]
- article-body: ΑΓΡΙΝΙΟΝ, 11. — Ἡ συγκέντρωσις τῶν καπνοπαραγωγῶν ἀνεβλήθη διὰ τὴν προσεχῆ ἑβδομάδα.: [1195, 1840, 1370, 1868]
- headline-right-4: ΑΝΑΜΕΝΕΤΑΙ ΕΝΤΟΣ ΤΗΣ ΕΡΧΟΜΕΝΗΣ ΕΒΔΟΜΑΔΟΣ ΑΓΓΛΙΚΗ ΠΥΡΗΝΙΚΗ ΕΚΡΗΞΙΣ ΕΙΣ ΑΥΣΤΡΑΛΙΑΝ: [1209, 1046, 1541, 1076]
- headline-left-4-sub: Ο κ. ΘΕΟΤΟΚΗΣ «ΕΙΣ ΤΟΝ ΛΑΚΚΟΝ ΤΩΝ ΑΓΓΛΩΝ»: [110, 1258, 374, 1271]
- headline-left-1-byline: ΜΕ ΑΙΤΙΟΛΟΓΙΚΟΝ ΤΟ ΤΑΞΙΔΙΟΝ ΧΟΥΣ: [211, 204, 445, 218]
- right-column: [1195, 85, 1554, 2298]
- article-body: Λέγεται ὅτι οἱ Ἄγγλοι φοβοῦνται νέας ἐκδηλώσεις.: [1378, 1324, 1553, 1344]
- headline-center-small10: ΑΡΧΙΖΕΙ ΤΟ ΣΥΝΕΔΡΙΟΝ ΤΟΥ ΚΛΗΡΟΝΟΜΙΚΟΥ ΠΟΛΙΤΙΣΜΟΥ: [259, 1701, 433, 1730]
- headline-right-small10: ΑΙ ΩΡΑΙ ΛΕΙΤΟΥΡΓΙΑΣ ΤΩΝ ΚΑΤΑΣΤΗΜΑΤΩΝ ΚΑΤΑ ΤΟΥΣ ΘΕΡΙΝΟΥΣ ΜΗΝΑΣ: [1397, 1533, 1535, 1568]
- article-body: Χθὲς τὴν μεσημβρίαν ἐπραγματοποιήθη ὑπὸ τὴν προεδρίαν τοῦ Πρωθυπουργοῦ κ. Καραμανλῆ ἡ δευτέρα σύσκεψις τῶν εὑρισκομένων ἐνταῦθα πρεσβευτῶν μας. Μετέσχον ὁ ὑπουργὸς τῶν Ἐξωτερικῶν καὶ ὁ ὑφυπουργὸς. Ἐξητάσθη ἡ διεθνὴς κατάστασις καὶ τὸ Κυπριακὸν ζήτημα.: [458, 1127, 824, 1164]
- article-body: ΛΑΡΙΣΑ, 11. — Ἀπεβίωσεν εἰς ἡλικίαν 107 ἐτῶν.: [1378, 1702, 1553, 1722]
- center-mid-headline: Η ΕΚΘΕΣΙΣ ΤΗΣ ΑΣΤΥΝΟΜΙΑΣ ΟΥΔΕΝ ΑΠΟΛΥΤΩΣ ΑΝΑΦΕΡΕΙ ΔΙΑ ΤΟΝ ΦΟΝΟΝ ΤΟΥ ΚΩΝΣΤΑΝΤΟΠΟΥΛΟΥ: [494, 638, 1147, 694]
- article-body: Ὑπεβλήθησαν ἐπερωτήσεις διὰ τοὺς πίνακας ἀπογραφῆς τοῦ πληθυσμοῦ τῆς χώρας.: [1378, 1429, 1553, 1457]
- article-body: Τὸ ὑπουργεῖον Ἐμπορίου ἐκοινοποίησεν πρὸς τοὺς ἐνδιαφερομένους νέαν ἀγορανομικὴν διάταξιν, διὰ τῆς ὁποίας καθορίζεται ἡ ἀνωτάτη τιμὴ πωλήσεως τῶν πορτοκαλίων εἰς τὴν λιανικὴν ἀγοράν. Ἡ διάταξις ἰσχύει ἀπὸ σήμερον.: [39, 1713, 237, 1761]
- headline-right-small9: Η ΚΑΤΑΣΧΕΣΙΣ ΤΩΝ ΤΡΑΥΜΑΤΙΣΘΕΝΤΩΝ: [1235, 1460, 1331, 1484]
- left-bottom-col-b: [247, 1505, 445, 2273]
- left-column: [39, 85, 445, 2298]
- article-body: Κατόπιν ἐντολῆς τοῦ ὑπουργοῦ Προνοίας καταργεῖται τὸ λεπροκομεῖον Σπιναλόγκας καὶ ἀπελευθεροῦνται συνολικῶς 140 λεπροί.: [1195, 855, 1550, 875]
- headline-center-small13: Ο ΔΙΟΙΚΗΤΗΣ ΤΟΥ ΙΚΑ ΕΠΕΣΤΡΕΨΕΝ ΕΚ ΓΕΝΕΥΗΣ: [267, 2106, 425, 2135]
- headline-right-2-sub: ΤΟ ΔΑΝΕΙΟΝ ΚΑΙ Ο ΔΙΟΡΙΣΜΟΣ ΕΙΣ ΤΗΝ ΤΡΑΠΕΖΑΝ: [1252, 643, 1497, 655]
- article-body: Ὁ Ἐμπορικὸς Σύλλογος ἀνεκοίνωσε τὰς ὥρας λειτουργίας τῶν καταστημάτων κατὰ τοὺς θερινοὺς μῆνας.: [1378, 1572, 1553, 1601]
- article-body: ΠΑΡΙΣΙΟΙ, 11. — Ὁ στρατάρχης Τίτο ὑπεσχέθη βοήθειαν πρὸς διακανονισμὸν τοῦ ἀλγερινοῦ προβλήματος, κατὰ τὰς συνομιλίας του μετὰ τοῦ Γάλλου πρωθυπουργοῦ.: [832, 1081, 1182, 1110]
- headline-left-10: Ο ΚΑΙΡΟΣ: [109, 2027, 167, 2042]
- bottom-story-box: [458, 1480, 1182, 2298]
